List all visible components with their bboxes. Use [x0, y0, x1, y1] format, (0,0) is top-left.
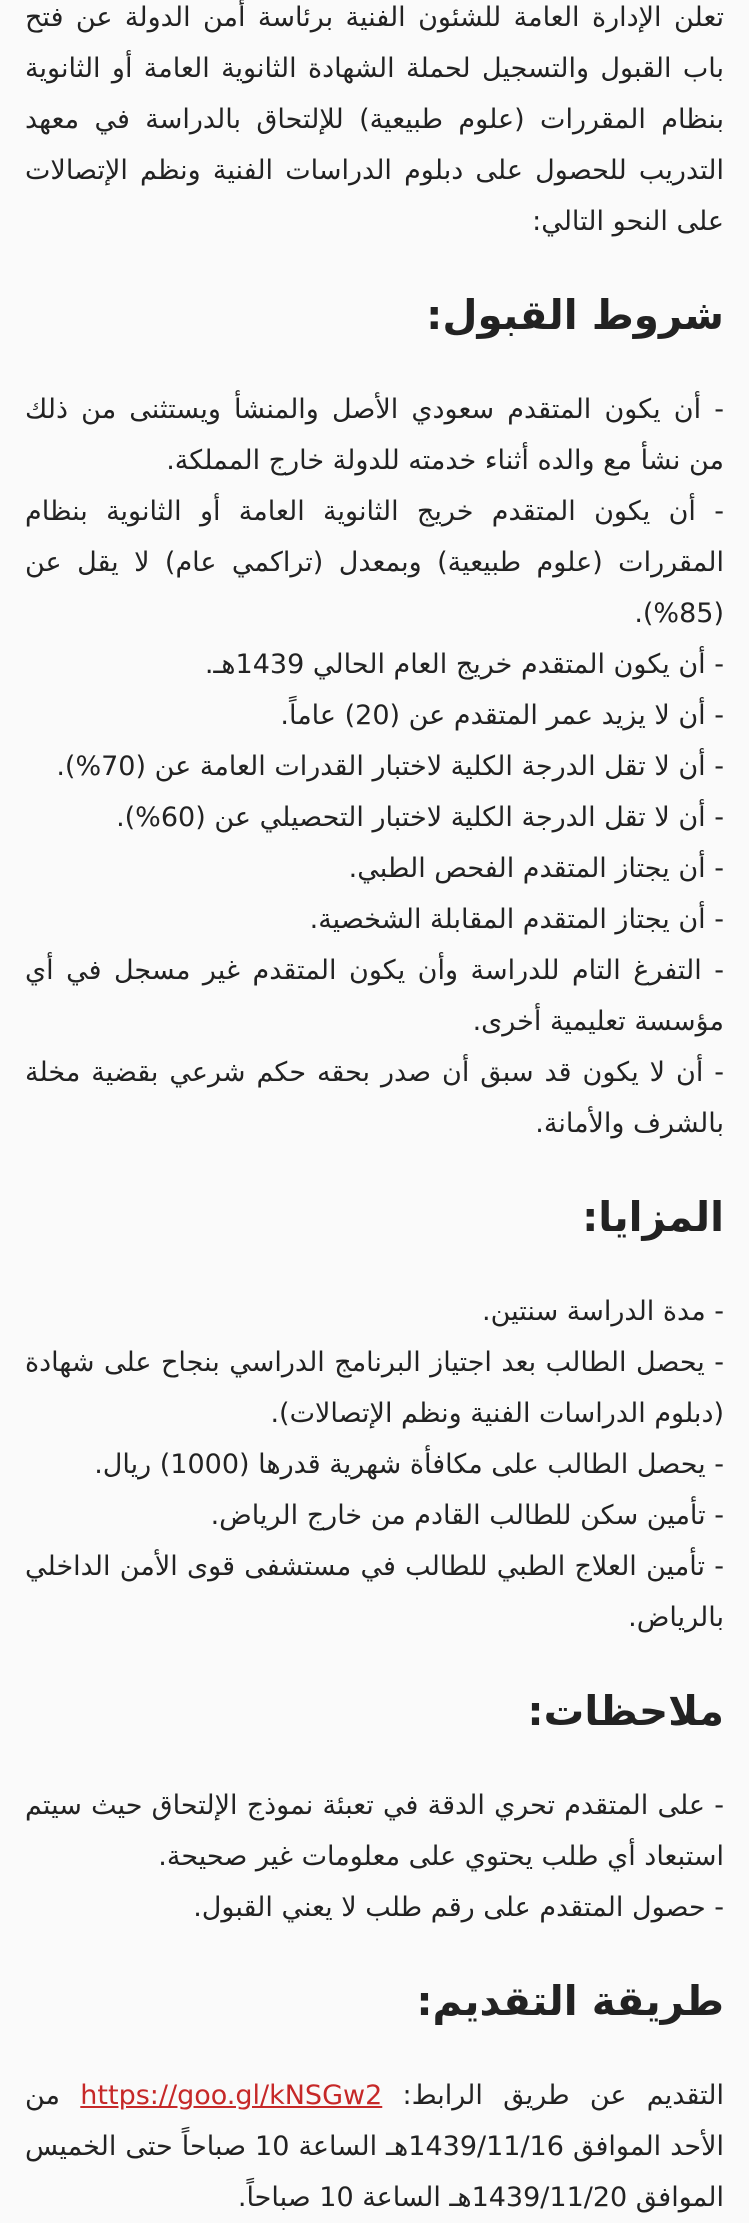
- list-item: - تأمين العلاج الطبي للطالب في مستشفى قوى الأمن الداخلي بالرياض.: [25, 1551, 724, 1633]
- list-item: - أن لا يكون قد سبق أن صدر بحقه حكم شرعي بقضية مخلة بالشرف والأمانة.: [25, 1057, 724, 1139]
- notes-list: [25, 1780, 724, 1933]
- list-item: - يحصل الطالب على مكافأة شهرية قدرها (1000) ريال.: [94, 1449, 724, 1480]
- apply-link[interactable]: https://goo.gl/kNSGw2: [80, 2080, 383, 2111]
- list-item: - أن لا يزيد عمر المتقدم عن (20) عاماً.: [280, 700, 724, 731]
- list-item: - أن يجتاز المتقدم الفحص الطبي.: [348, 853, 724, 884]
- list-item: - التفرغ التام للدراسة وأن يكون المتقدم غير مسجل في أي مؤسسة تعليمية أخرى.: [25, 955, 724, 1037]
- list-item: - مدة الدراسة سنتين.: [481, 1296, 724, 1327]
- notes-heading: ملاحظات:: [527, 1687, 724, 1735]
- list-item: - أن لا تقل الدرجة الكلية لاختبار القدرات العامة عن (70%).: [56, 751, 724, 782]
- benefits-list: [25, 1286, 724, 1643]
- list-item: - تأمين سكن للطالب القادم من خارج الرياض.: [210, 1500, 724, 1531]
- list-item: - أن يكون المتقدم خريج الثانوية العامة أو الثانوية بنظام المقررات (علوم طبيعية) وبمعدل (تراكمي عام) لا يقل عن (85%).: [25, 496, 724, 629]
- apply-paragraph: [25, 2070, 724, 2223]
- conditions-list: [25, 384, 724, 1149]
- benefits-heading: المزايا:: [582, 1193, 724, 1241]
- apply-text-before-link: التقديم عن طريق الرابط:: [382, 2080, 724, 2111]
- list-item: - أن لا تقل الدرجة الكلية لاختبار التحصيلي عن (60%).: [116, 802, 724, 833]
- list-item: - على المتقدم تحري الدقة في تعبئة نموذج الإلتحاق حيث سيتم استبعاد أي طلب يحتوي على معلومات غير صحيحة.: [25, 1790, 724, 1872]
- list-item: - أن يكون المتقدم سعودي الأصل والمنشأ ويستثنى من ذلك من نشأ مع والده أثناء خدمته للدولة خارج المملكة.: [25, 394, 724, 476]
- list-item: - أن يكون المتقدم خريج العام الحالي 1439هـ.: [204, 649, 724, 680]
- list-item: - يحصل الطالب بعد اجتياز البرنامج الدراسي بنجاح على شهادة (دبلوم الدراسات الفنية ونظم الإتصالات).: [25, 1347, 724, 1429]
- intro-paragraph: تعلن الإدارة العامة للشئون الفنية برئاسة أمن الدولة عن فتح باب القبول والتسجيل لحملة الشهادة الثانوية العامة أو الثانوية بنظام المقررات (علوم طبيعية) للإلتحاق بالدراسة في معهد التدريب للحصول على دبلوم الدراسات الفنية ونظم الإتصالات على النحو التالي:: [25, 2, 724, 237]
- list-item: - حصول المتقدم على رقم طلب لا يعني القبول.: [193, 1892, 724, 1923]
- apply-heading: طريقة التقديم:: [416, 1977, 724, 2025]
- conditions-heading: شروط القبول:: [426, 291, 724, 339]
- apply-text-after-link: من الأحد الموافق 1439/11/16هـ الساعة 10 صباحاً حتى الخميس الموافق 1439/11/20هـ الساعة 10 صباحاً.: [25, 2080, 724, 2213]
- list-item: - أن يجتاز المتقدم المقابلة الشخصية.: [309, 904, 724, 935]
